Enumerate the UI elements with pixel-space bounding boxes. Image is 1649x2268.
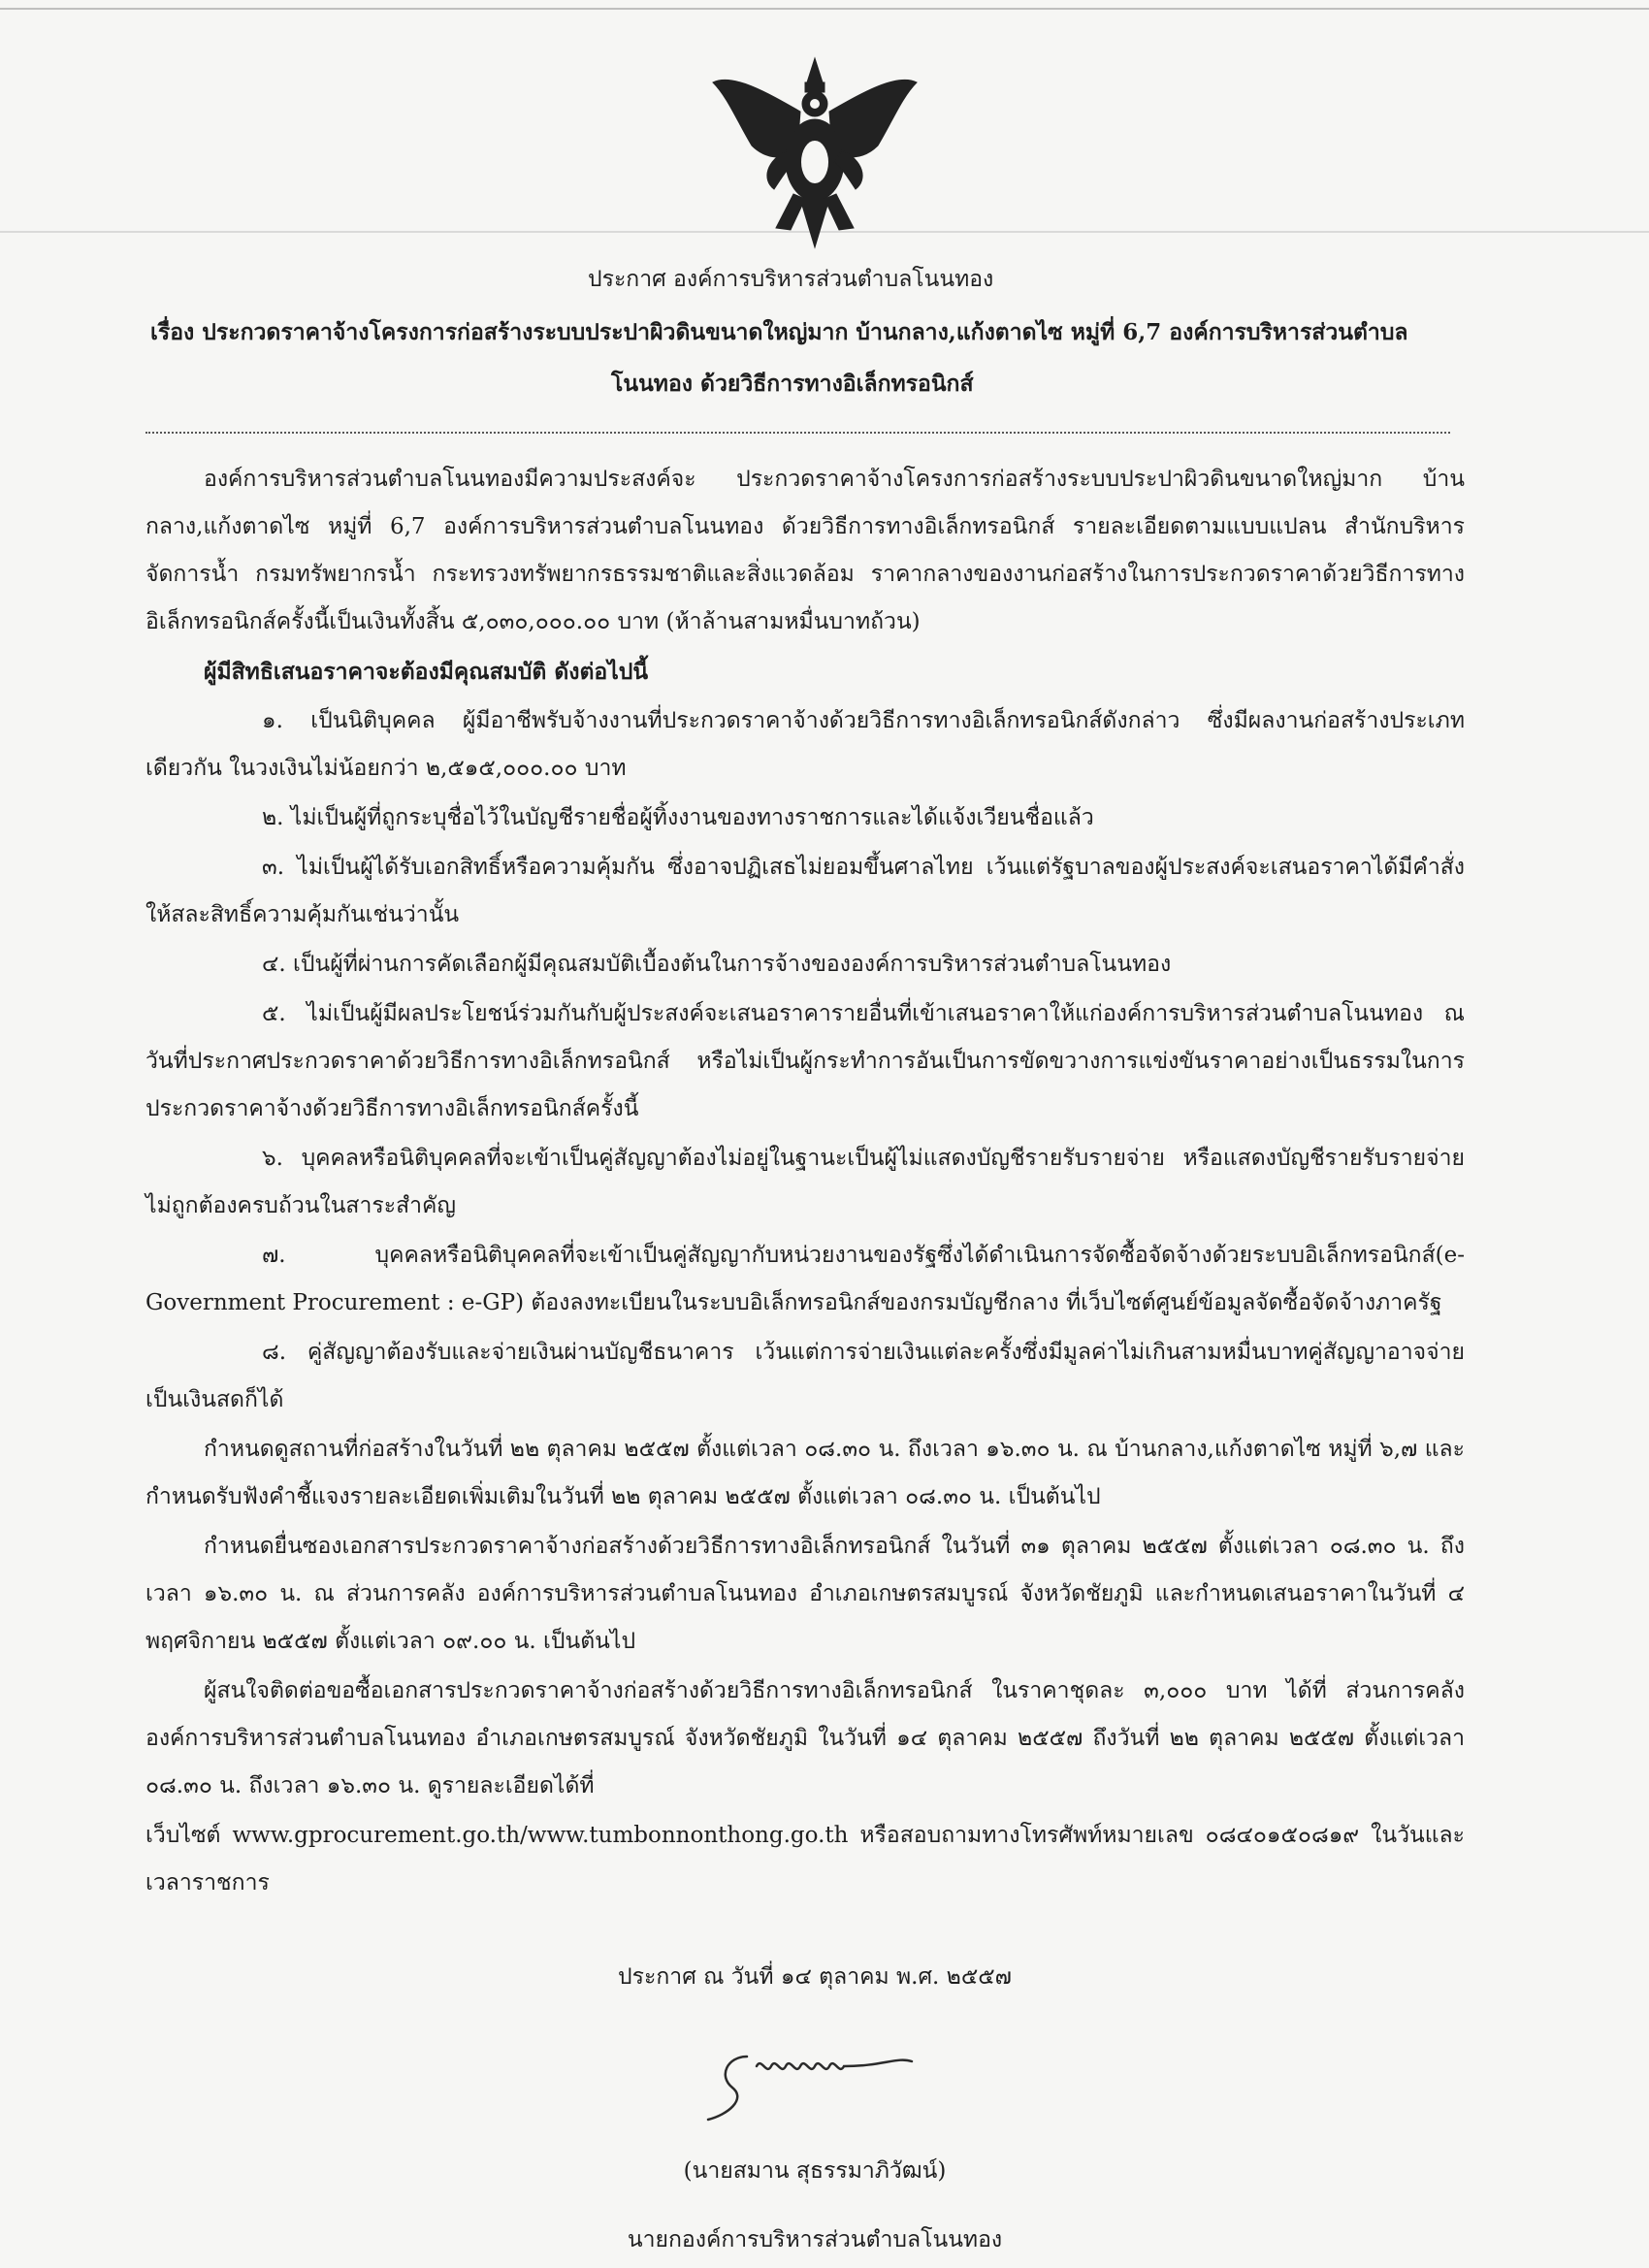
scan-artifact — [0, 8, 1649, 10]
separator-line — [146, 432, 1450, 434]
qualification-item-4: ๔. เป็นผู้ที่ผ่านการคัดเลือกผู้มีคุณสมบัติเบื้องต้นในการจ้างขององค์การบริหารส่วนตำบลโนนทอง — [262, 952, 1172, 977]
qualification-item-1: ๑. เป็นนิติบุคคล ผู้มีอาชีพรับจ้างงานที่ประกวดราคาจ้างด้วยวิธีการทางอิเล็กทรอนิกส์ดังกล่าว ซึ่งมีผลงานก่อสร้างประเภทเดียวกัน ในวงเงินไม่น้อยกว่า ๒,๕๑๕,๐๐๐.๐๐ บาท — [146, 708, 1465, 781]
qualification-item-6: ๖. บุคคลหรือนิติบุคคลที่จะเข้าเป็นคู่สัญญาต้องไม่อยู่ในฐานะเป็นผู้ไม่แสดงบัญชีรายรับรายจ่าย หรือแสดงบัญชีรายรับรายจ่ายไม่ถูกต้องครบถ้วนในสาระสำคัญ — [146, 1146, 1465, 1218]
qualification-heading: ผู้มีสิทธิเสนอราคาจะต้องมีคุณสมบัติ ดังต่อไปนี้ — [204, 659, 649, 685]
qualification-item-2: ๒. ไม่เป็นผู้ที่ถูกระบุชื่อไว้ในบัญชีรายชื่อผู้ทิ้งงานของทางราชการและได้แจ้งเวียนชื่อแล้ว — [262, 805, 1094, 830]
signatory-position: นายกองค์การบริหารส่วนตำบลโนนทอง — [627, 2227, 1003, 2252]
announcement-date: ประกาศ ณ วันที่ ๑๔ ตุลาคม พ.ศ. ๒๕๕๗ — [618, 1964, 1012, 1990]
intro-paragraph: องค์การบริหารส่วนตำบลโนนทองมีความประสงค์จะ ประกวดราคาจ้างโครงการก่อสร้างระบบประปาผิวดินขนาดใหญ่มาก บ้านกลาง,แก้งตาดไซ หมู่ที่ 6,7 องค์การบริหารส่วนตำบลโนนทอง ด้วยวิธีการทางอิเล็กทรอนิกส์ รายละเอียดตามแบบแปลน สำนักบริหารจัดการน้ำ กรมทรัพยากรน้ำ กระทรวงทรัพยากรธรรมชาติและสิ่งแวดล้อม ราคากลางของงานก่อสร้างในการประกวดราคาด้วยวิธีการทางอิเล็กทรอนิกส์ครั้งนี้เป็นเงินทั้งสิ้น ๕,๐๓๐,๐๐๐.๐๐ บาท (ห้าล้านสามหมื่นบาทถ้วน) — [146, 467, 1465, 634]
qualification-item-8: ๘. คู่สัญญาต้องรับและจ่ายเงินผ่านบัญชีธนาคาร เว้นแต่การจ่ายเงินแต่ละครั้งซึ่งมีมูลค่าไม่เกินสามหมื่นบาทคู่สัญญาอาจจ่ายเป็นเงินสดก็ได้ — [146, 1340, 1465, 1412]
submission-paragraph: กำหนดยื่นซองเอกสารประกวดราคาจ้างก่อสร้างด้วยวิธีการทางอิเล็กทรอนิกส์ ในวันที่ ๓๑ ตุลาคม ๒๕๕๗ ตั้งแต่เวลา ๐๘.๓๐ น. ถึงเวลา ๑๖.๓๐ น. ณ ส่วนการคลัง องค์การบริหารส่วนตำบลโนนทอง อำเภอเกษตรสมบูรณ์ จังหวัดชัยภูมิ และกำหนดเสนอราคาในวันที่ ๔ พฤศจิกายน ๒๕๕๗ ตั้งแต่เวลา ๐๙.๐๐ น. เป็นต้นไป — [146, 1534, 1465, 1654]
signatory-name: (นายสมาน สุธรรมาภิวัฒน์) — [683, 2158, 947, 2184]
contact-paragraph: ผู้สนใจติดต่อขอซื้อเอกสารประกวดราคาจ้างก่อสร้างด้วยวิธีการทางอิเล็กทรอนิกส์ ในราคาชุดละ ๓,๐๐๐ บาท ได้ที่ ส่วนการคลัง องค์การบริหารส่วนตำบลโนนทอง อำเภอเกษตรสมบูรณ์ จังหวัดชัยภูมิ ในวันที่ ๑๔ ตุลาคม ๒๕๕๗ ถึงวันที่ ๒๒ ตุลาคม ๒๕๕๗ ตั้งแต่เวลา ๐๘.๓๐ น. ถึงเวลา ๑๖.๓๐ น. ดูรายละเอียดได้ที่ — [146, 1678, 1465, 1798]
announcement-subject-line1: เรื่อง ประกวดราคาจ้างโครงการก่อสร้างระบบประปาผิวดินขนาดใหญ่มาก บ้านกลาง,แก้งตาดไซ หมู่ที่ 6,7 องค์การบริหารส่วนตำบล — [150, 319, 1408, 345]
signature-block — [504, 1960, 1125, 2257]
qualification-item-3: ๓. ไม่เป็นผู้ได้รับเอกสิทธิ์หรือความคุ้มกัน ซึ่งอาจปฏิเสธไม่ยอมขึ้นศาลไทย เว้นแต่รัฐบาลของผู้ประสงค์จะเสนอราคาได้มีคำสั่งให้สละสิทธิ์ความคุ้มกันเช่นว่านั้น — [146, 855, 1465, 927]
garuda-emblem-icon — [698, 53, 931, 252]
qualification-item-5: ๕. ไม่เป็นผู้มีผลประโยชน์ร่วมกันกับผู้ประสงค์จะเสนอราคารายอื่นที่เข้าเสนอราคาให้แก่องค์การบริหารส่วนตำบลโนนทอง ณ วันที่ประกาศประกวดราคาด้วยวิธีการทางอิเล็กทรอนิกส์ หรือไม่เป็นผู้กระทำการอันเป็นการขัดขวางการแข่งขันราคาอย่างเป็นธรรมในการประกวดราคาจ้างด้วยวิธีการทางอิเล็กทรอนิกส์ครั้งนี้ — [146, 1001, 1465, 1121]
announcement-org-title: ประกาศ องค์การบริหารส่วนตำบลโนนทอง — [588, 267, 994, 292]
qualification-item-7: ๗. บุคคลหรือนิติบุคคลที่จะเข้าเป็นคู่สัญญากับหน่วยงานของรัฐซึ่งได้ดำเนินการจัดซื้อจัดจ้างด้วยระบบอิเล็กทรอนิกส์(e-Government Procurement : e-GP) ต้องลงทะเบียนในระบบอิเล็กทรอนิกส์ของกรมบัญชีกลาง ที่เว็บไซต์ศูนย์ข้อมูลจัดซื้อจัดจ้างภาครัฐ — [146, 1243, 1465, 1315]
announcement-subject-line2: โนนทอง ด้วยวิธีการทางอิเล็กทรอนิกส์ — [611, 371, 974, 397]
website-paragraph: เว็บไซต์ www.gprocurement.go.th/www.tumbonnonthong.go.th หรือสอบถามทางโทรศัพท์หมายเลข ๐๘๔๐๑๕๐๘๑๙ ในวันและเวลาราชการ — [146, 1823, 1465, 1895]
announcement-body — [146, 456, 1465, 1909]
site-visit-paragraph: กำหนดดูสถานที่ก่อสร้างในวันที่ ๒๒ ตุลาคม ๒๕๕๗ ตั้งแต่เวลา ๐๘.๓๐ น. ถึงเวลา ๑๖.๓๐ น. ณ บ้านกลาง,แก้งตาดไซ หมู่ที่ ๖,๗ และกำหนดรับฟังคำชี้แจงรายละเอียดเพิ่มเติมในวันที่ ๒๒ ตุลาคม ๒๕๕๗ ตั้งแต่เวลา ๐๘.๓๐ น. เป็นต้นไป — [146, 1437, 1465, 1509]
handwritten-signature-icon — [689, 2027, 941, 2134]
